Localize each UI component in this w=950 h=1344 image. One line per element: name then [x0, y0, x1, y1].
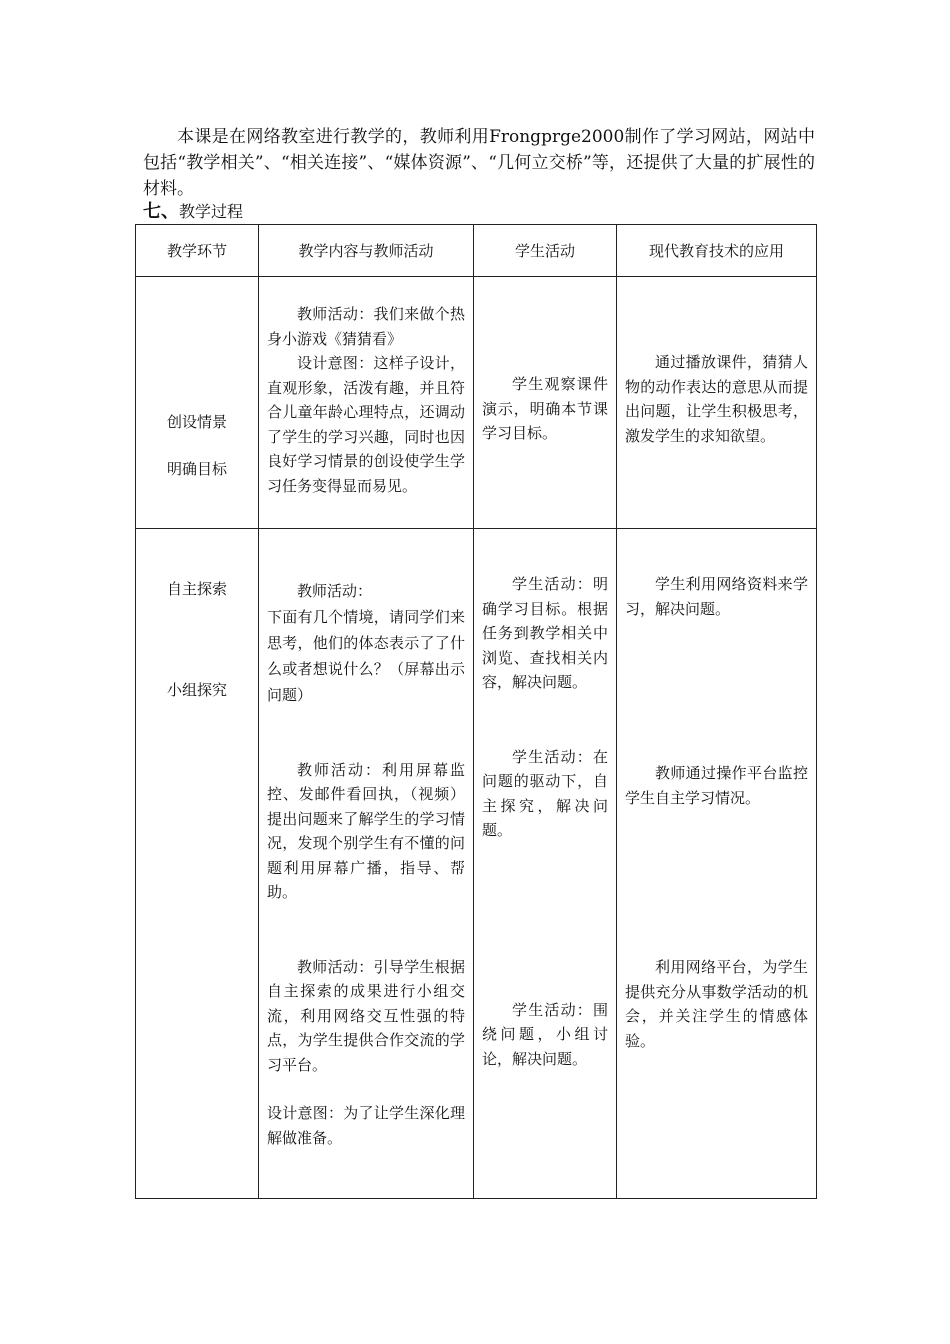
teacher-activity-text: 教师活动：利用屏幕监控、发邮件看回执，（视频）提出问题来了解学生的学习情况，发现个别学生有不懂的问题利用屏幕广播，指导、帮助。 — [267, 760, 465, 901]
student-activity-text: 学生观察课件演示，明确本节课学习目标。 — [482, 375, 608, 442]
design-intent-text: 设计意图：这样子设计，直观形象，活泼有趣，并且符合儿童年龄心理特点，还调动了学生的学习兴趣，同时也因良好学习情景的创设使学生学习任务变得显而易见。 — [267, 354, 465, 495]
teacher-activity-cell — [259, 529, 474, 1199]
student-activity-text: 学生活动：在问题的驱动下，自主探究，解决问题。 — [482, 747, 608, 839]
table-row — [136, 277, 817, 529]
student-activity-cell — [474, 529, 617, 1199]
stage-label: 自主探索 — [166, 580, 227, 598]
table-row — [136, 529, 817, 1199]
teacher-activity-text: 教师活动：我们来做个热身小游戏《猜猜看》 — [267, 305, 465, 348]
stage-label: 创设情景 — [166, 413, 227, 431]
design-intent-text: 设计意图：为了让学生深化理解做准备。 — [267, 1104, 465, 1147]
student-activity-text: 学生活动：围绕问题，小组讨论，解决问题。 — [482, 1000, 608, 1068]
teaching-process-table — [135, 224, 817, 1199]
stage-label: 小组探究 — [166, 681, 227, 699]
stage-cell — [136, 529, 259, 1199]
tech-application-text: 学生利用网络资料来学习，解决问题。 — [625, 575, 808, 618]
header-tech-application: 现代教育技术的应用 — [617, 225, 817, 277]
teacher-activity-cell — [259, 277, 474, 529]
tech-application-text: 利用网络平台，为学生提供充分从事数学活动的机会，并关注学生的情感体验。 — [625, 958, 808, 1050]
header-teacher-activity: 教学内容与教师活动 — [259, 225, 474, 277]
section-number: 七、 — [143, 201, 179, 222]
teacher-activity-text: 教师活动：引导学生根据自主探索的成果进行小组交流，利用网络交互性强的特点，为学生提供合作交流的学习平台。 — [267, 957, 465, 1074]
table-header-row — [136, 225, 817, 277]
tech-application-cell — [617, 277, 817, 529]
tech-application-cell — [617, 529, 817, 1199]
stage-label: 明确目标 — [166, 460, 227, 478]
teacher-activity-title: 教师活动： — [297, 582, 373, 600]
intro-paragraph: 本课是在网络教室进行教学的，教师利用Frongprge2000制作了学习网站，网站中包括“教学相关”、“相关连接”、“媒体资源”、“几何立交桥”等，还提供了大量的扩展性的材料。 — [143, 127, 815, 199]
student-activity-cell — [474, 277, 617, 529]
teacher-activity-text: 下面有几个情境，请同学们来思考，他们的体态表示了了什么或者想说什么？（屏幕出示问题） — [267, 607, 465, 704]
stage-cell — [136, 277, 259, 529]
tech-application-text: 教师通过操作平台监控学生自主学习情况。 — [625, 764, 808, 807]
student-activity-text: 学生活动：明确学习目标。根据任务到教学相关中浏览、查找相关内容，解决问题。 — [482, 575, 608, 691]
section-title: 教学过程 — [179, 202, 244, 221]
header-stage: 教学环节 — [136, 225, 259, 277]
tech-application-text: 通过播放课件，猜猜人物的动作表达的意思从而提出问题，让学生积极思考，激发学生的求知欲望。 — [625, 353, 808, 445]
section-heading — [143, 200, 243, 224]
header-student-activity: 学生活动 — [474, 225, 617, 277]
